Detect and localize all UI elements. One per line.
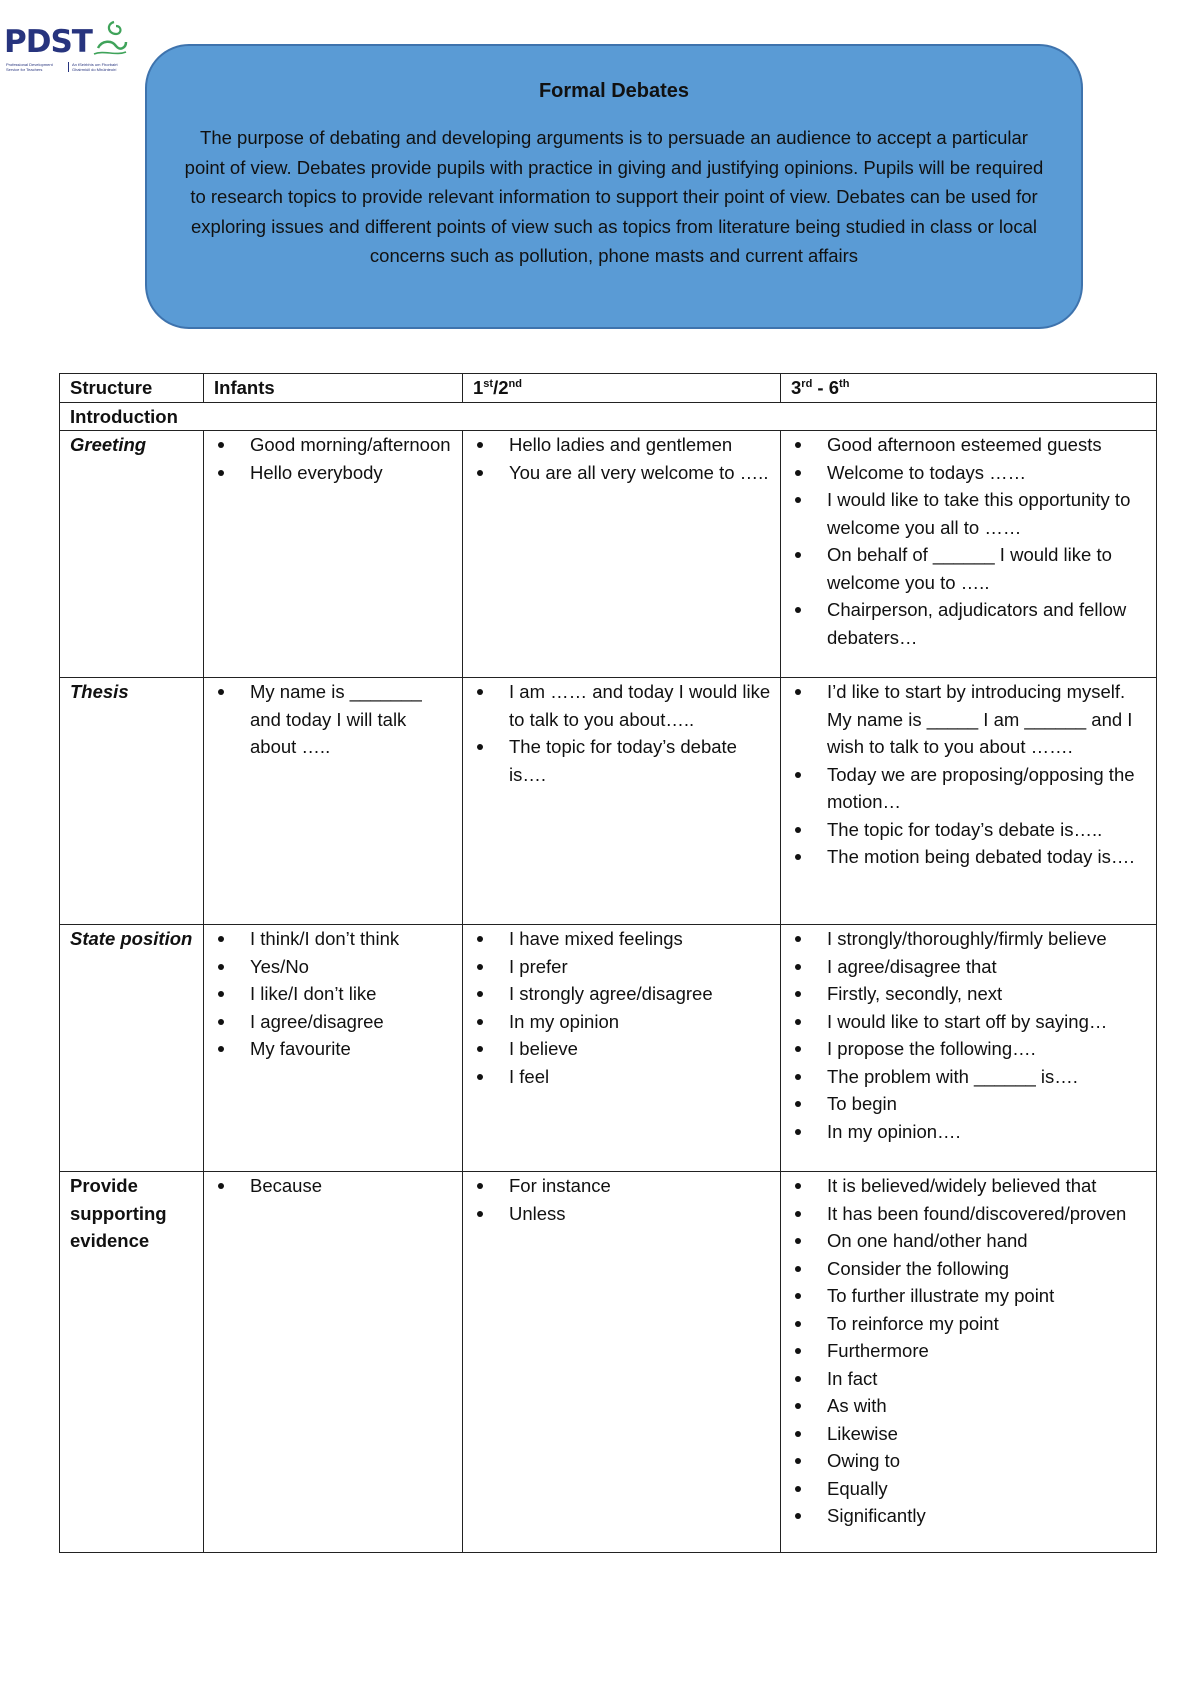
header-second-number: /2 <box>493 377 509 398</box>
list-item: My name is _______ and today I will talk about ….. <box>214 678 456 761</box>
phrase-list <box>214 1172 456 1200</box>
phrase-list <box>791 1172 1150 1530</box>
list-item: I have mixed feelings <box>473 925 774 953</box>
phrase-list <box>791 678 1150 871</box>
header-second-suffix: nd <box>508 377 522 390</box>
header-structure: Structure <box>60 374 204 403</box>
stage-label: Greeting <box>60 431 204 678</box>
stage-label: Provide supporting evidence <box>60 1172 204 1553</box>
list-item: I feel <box>473 1063 774 1091</box>
middle-cell <box>463 1172 781 1553</box>
list-item: It is believed/widely believed that <box>791 1172 1150 1200</box>
list-item: I would like to start off by saying… <box>791 1008 1150 1036</box>
list-item: On one hand/other hand <box>791 1227 1150 1255</box>
list-item: I agree/disagree that <box>791 953 1150 981</box>
list-item: Equally <box>791 1475 1150 1503</box>
list-item: To reinforce my point <box>791 1310 1150 1338</box>
header-sixth-number: - 6 <box>812 377 840 398</box>
list-item: Unless <box>473 1200 774 1228</box>
phrase-list <box>473 431 774 486</box>
debate-phrases-table <box>59 373 1157 1553</box>
list-item: As with <box>791 1392 1150 1420</box>
middle-cell <box>463 925 781 1172</box>
list-item: To further illustrate my point <box>791 1282 1150 1310</box>
infants-cell <box>204 925 463 1172</box>
middle-cell <box>463 678 781 925</box>
list-item: I propose the following…. <box>791 1035 1150 1063</box>
list-item: You are all very welcome to ….. <box>473 459 774 487</box>
pdst-logo <box>4 18 128 76</box>
stage-label: Thesis <box>60 678 204 925</box>
phrase-list <box>214 925 456 1063</box>
list-item: Owing to <box>791 1447 1150 1475</box>
list-item: Good afternoon esteemed guests <box>791 431 1150 459</box>
list-item: I would like to take this opportunity to welcome you all to …… <box>791 486 1150 541</box>
phrase-list <box>473 925 774 1090</box>
phrase-list <box>791 431 1150 651</box>
list-item: Today we are proposing/opposing the motion… <box>791 761 1150 816</box>
list-item: Yes/No <box>214 953 456 981</box>
logo-subtitle-english: Professional Development Service for Teachers <box>6 62 53 72</box>
header-first-number: 1 <box>473 377 484 398</box>
list-item: Consider the following <box>791 1255 1150 1283</box>
list-item: The topic for today’s debate is…. <box>473 733 774 788</box>
list-item: Hello everybody <box>214 459 456 487</box>
list-item: I agree/disagree <box>214 1008 456 1036</box>
intro-callout <box>145 44 1083 329</box>
list-item: On behalf of ______ I would like to welcome you to ….. <box>791 541 1150 596</box>
table-row <box>60 431 1157 678</box>
list-item: I strongly agree/disagree <box>473 980 774 1008</box>
list-item: Likewise <box>791 1420 1150 1448</box>
swan-logo-icon <box>92 18 128 58</box>
senior-cell <box>781 1172 1157 1553</box>
phrase-list <box>214 678 456 761</box>
intro-paragraph: The purpose of debating and developing arguments is to persuade an audience to accept a particular point of view. Debates provide pupils with practice in giving and justifying opinions. Pupils will be required to research topics to provide relevant information to support their point of view. Debates can be used for exploring issues and different points of view such as topics from literature being studied in class or local concerns such as pollution, phone masts and current affairs <box>184 127 1044 266</box>
senior-cell <box>781 925 1157 1172</box>
list-item: The topic for today’s debate is….. <box>791 816 1150 844</box>
stage-label: State position <box>60 925 204 1172</box>
table-row <box>60 925 1157 1172</box>
table-row <box>60 1172 1157 1553</box>
senior-cell <box>781 678 1157 925</box>
header-first-suffix: st <box>483 377 494 390</box>
page-title: Formal Debates <box>538 80 690 102</box>
header-infants: Infants <box>204 374 463 403</box>
logo-subtitle-irish: An tSeirbhís um Fhorbairt Ghairmiúil do Mhúinteoirí <box>68 62 132 72</box>
list-item: I like/I don’t like <box>214 980 456 1008</box>
middle-cell <box>463 431 781 678</box>
list-item: The motion being debated today is…. <box>791 843 1150 871</box>
phrase-list <box>473 1172 774 1227</box>
senior-cell <box>781 431 1157 678</box>
list-item: I prefer <box>473 953 774 981</box>
list-item: Firstly, secondly, next <box>791 980 1150 1008</box>
list-item: Significantly <box>791 1502 1150 1530</box>
list-item: I’d like to start by introducing myself. My name is _____ I am ______ and I wish to talk to you about ……. <box>791 678 1150 761</box>
section-introduction: Introduction <box>60 402 1157 431</box>
table-row <box>60 678 1157 925</box>
list-item: To begin <box>791 1090 1150 1118</box>
infants-cell <box>204 678 463 925</box>
list-item: I strongly/thoroughly/firmly believe <box>791 925 1150 953</box>
phrase-list <box>473 678 774 788</box>
list-item: In my opinion…. <box>791 1118 1150 1146</box>
list-item: Welcome to todays …… <box>791 459 1150 487</box>
list-item: Because <box>214 1172 456 1200</box>
list-item: I think/I don’t think <box>214 925 456 953</box>
header-third-sixth <box>781 374 1157 403</box>
phrase-list <box>791 925 1150 1145</box>
list-item: For instance <box>473 1172 774 1200</box>
list-item: The problem with ______ is…. <box>791 1063 1150 1091</box>
logo-wordmark: PDST <box>4 24 92 60</box>
header-third-number: 3 <box>791 377 802 398</box>
list-item: My favourite <box>214 1035 456 1063</box>
list-item: In my opinion <box>473 1008 774 1036</box>
header-third-suffix: rd <box>801 377 813 390</box>
list-item: I am …… and today I would like to talk to you about….. <box>473 678 774 733</box>
list-item: Chairperson, adjudicators and fellow debaters… <box>791 596 1150 651</box>
phrase-list <box>214 431 456 486</box>
section-row <box>60 402 1157 431</box>
infants-cell <box>204 1172 463 1553</box>
list-item: I believe <box>473 1035 774 1063</box>
list-item: It has been found/discovered/proven <box>791 1200 1150 1228</box>
list-item: Good morning/afternoon <box>214 431 456 459</box>
table-header-row <box>60 374 1157 403</box>
list-item: Hello ladies and gentlemen <box>473 431 774 459</box>
header-sixth-suffix: th <box>839 377 850 390</box>
list-item: Furthermore <box>791 1337 1150 1365</box>
infants-cell <box>204 431 463 678</box>
list-item: In fact <box>791 1365 1150 1393</box>
header-first-second <box>463 374 781 403</box>
